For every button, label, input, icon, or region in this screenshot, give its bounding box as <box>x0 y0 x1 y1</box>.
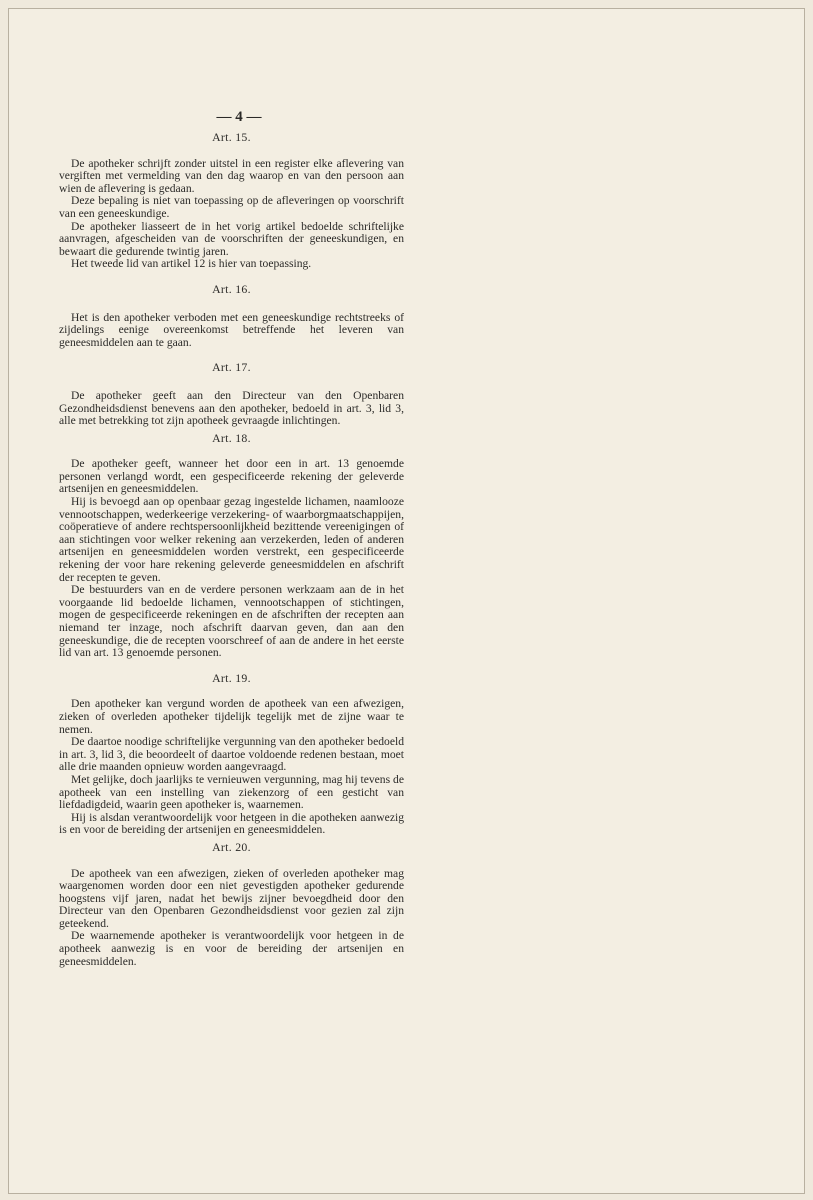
article-section <box>59 283 404 349</box>
article-paragraph: Hij is bevoegd aan op openbaar gezag ingestelde lichamen, naamlooze vennootschappen, wederkeerige verzekering- of waarborgmaatschappijen, coöperatieve of andere rechtspersoonlijkheid bezittende vereenigingen of aan stichtingen voor welker rekening aan verzekerden, leden of anderen artsenijen en geneesmiddelen worden verstrekt, een gespecificeerde rekening der voor hare rekening geleverde geneesmiddelen en afschrift der recepten te geven. <box>59 495 404 584</box>
article-paragraph: Met gelijke, doch jaarlijks te vernieuwen vergunning, mag hij tevens de apotheek van een instelling van ziekenzorg of een gesticht van liefdadigdeid, waarin geen apotheker is, waarnemen. <box>59 772 404 812</box>
document-body <box>59 131 404 968</box>
article-paragraph: De daartoe noodige schriftelijke vergunning van den apotheker bedoeld in art. 3, lid 3, die beoordeelt of daartoe voldoende redenen bestaan, moet alle drie maanden opnieuw worden aangevraagd. <box>59 735 404 774</box>
article-heading: Art. 20. <box>212 839 251 854</box>
article-section <box>59 432 404 660</box>
article-paragraph: Hij is alsdan verantwoordelijk voor hetgeen in die apotheken aanwezig is en voor de bereiding der artsenijen en geneesmiddelen. <box>59 810 404 837</box>
article-section <box>59 672 404 837</box>
article-paragraph: De apotheek van een afwezigen, zieken of overleden apotheker mag waargenomen worden door een niet gevestigden apotheker gedurende hoogstens vijf jaren, nadat het bewijs zijner bevoegdheid door den Directeur van den Openbaren Gezondheidsdienst voor gezien zal zijn geteekend. <box>59 866 404 930</box>
article-paragraph: Het is den apotheker verboden met een geneeskundige rechtstreeks of zijdelings eenige overeenkomst betreffende het leveren van geneesmiddelen aan te gaan. <box>59 310 404 349</box>
article-section <box>59 841 404 968</box>
article-section <box>59 131 404 271</box>
article-paragraph: De waarnemende apotheker is verantwoordelijk voor hetgeen in de apotheek aanwezig is en voor de bereiding der artsenijen en geneesmiddelen. <box>59 929 404 968</box>
article-section <box>59 361 404 427</box>
article-heading: Art. 18. <box>212 430 251 445</box>
article-paragraph: Deze bepaling is niet van toepassing op de afleveringen op voorschrift van een geneeskundige. <box>59 194 404 220</box>
article-paragraph: De bestuurders van en de verdere personen werkzaam aan de in het voorgaande lid bedoelde lichamen, vennootschappen of stichtingen, mogen de gespecificeerde rekeningen en de afschriften der recepten aan niemand ter inzage, noch afschrift daarvan geven, dan aan den geneeskundige, die de recepten voorschreef of aan de andere in het eerste lid van art. 13 genoemde personen. <box>59 583 404 660</box>
document-page <box>8 8 805 1194</box>
article-heading: Art. 15. <box>212 130 251 144</box>
article-paragraph: Het tweede lid van artikel 12 is hier van toepassing. <box>71 257 312 271</box>
page-number: — 4 — <box>216 109 262 125</box>
article-paragraph: De apotheker geeft aan den Directeur van den Openbaren Gezondheidsdienst benevens aan den apotheker, bedoeld in art. 3, lid 3, alle met betrekking tot zijn apotheek gevraagde inlichtingen. <box>59 388 404 428</box>
article-paragraph: Den apotheker kan vergund worden de apotheek van een afwezigen, zieken of overleden apotheker tijdelijk tegelijk met de zijne waar te nemen. <box>59 697 404 736</box>
article-heading: Art. 16. <box>212 281 251 296</box>
article-paragraph: De apotheker geeft, wanneer het door een in art. 13 genoemde personen verlangd wordt, een gespecificeerde rekening der geleverde artsenijen en geneesmiddelen. <box>59 457 404 496</box>
article-heading: Art. 19. <box>212 670 251 685</box>
article-paragraph: De apotheker schrijft zonder uitstel in een register elke aflevering van vergiften met vermelding van den dag waarop en van den persoon aan wien de aflevering is gedaan. <box>59 156 404 195</box>
article-paragraph: De apotheker liasseert de in het vorig artikel bedoelde schriftelijke aanvragen, afgescheiden van de voorschriften der geneeskundigen, en bewaart die gedurende twintig jaren. <box>59 219 404 258</box>
article-heading: Art. 17. <box>212 360 251 375</box>
